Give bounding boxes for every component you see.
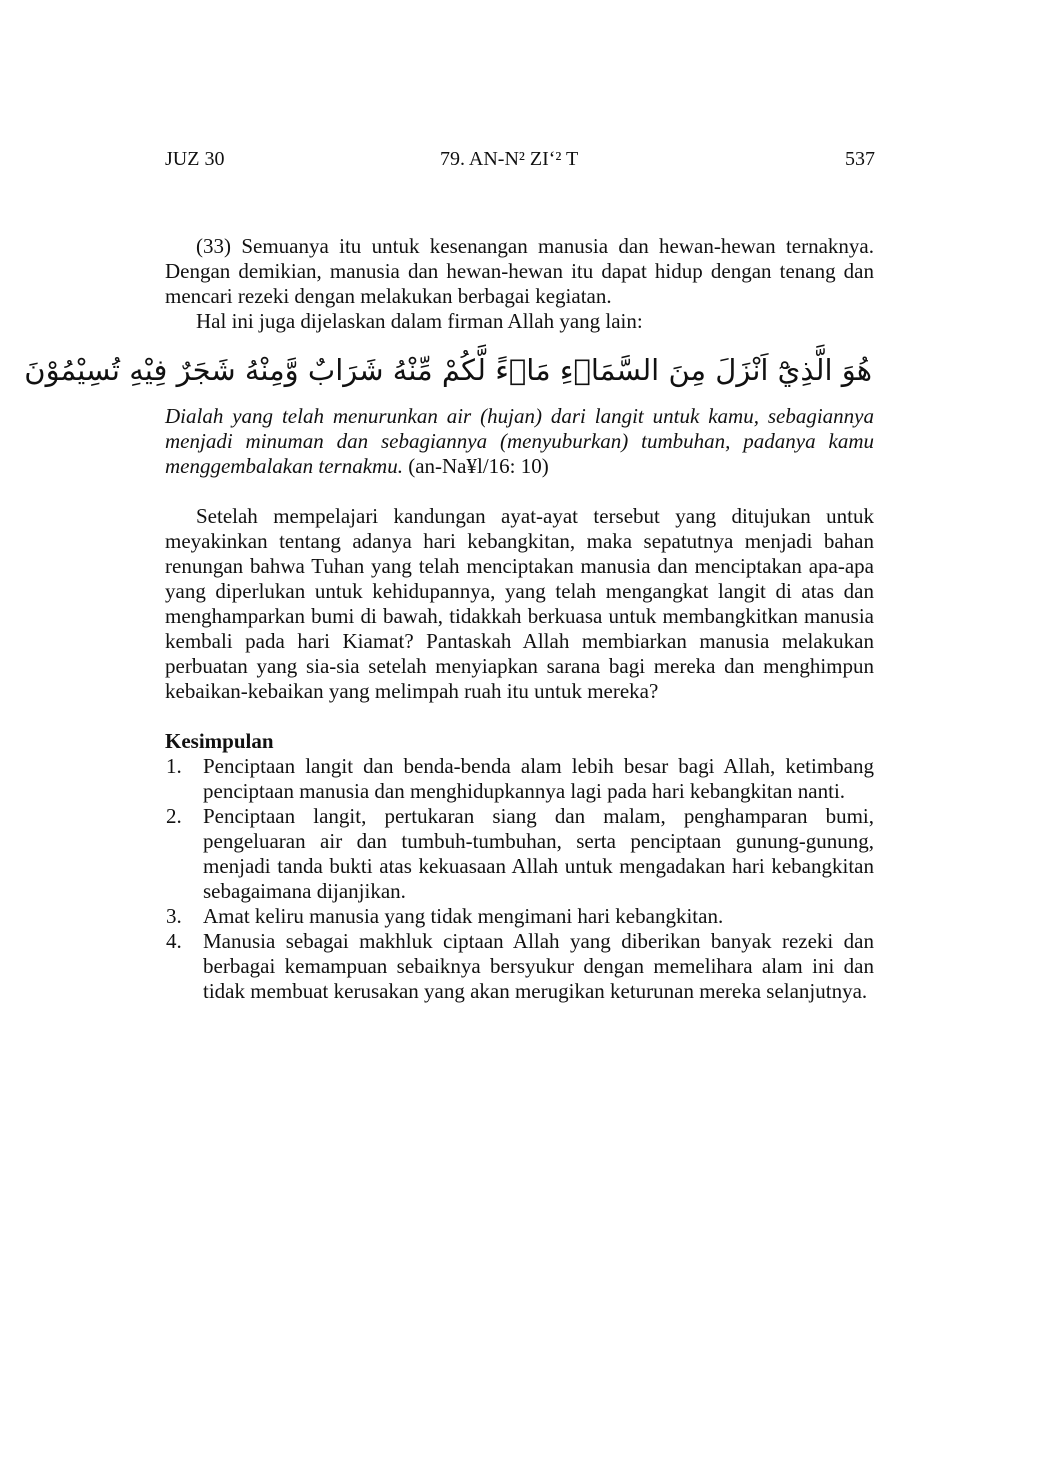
item-number: 1.: [166, 754, 182, 778]
spacer: [165, 704, 874, 729]
item-text: Manusia sebagai makhluk ciptaan Allah yang diberikan banyak rezeki dan berbagai kemampuan sebaiknya bersyukur dengan memelihara alam ini dan tidak membuat kerusakan yang akan merugikan keturunan mereka selanjutnya.: [203, 929, 874, 1003]
verse-reference: (an-Na¥l/16: 10): [402, 454, 549, 478]
verse-intro: Hal ini juga dijelaskan dalam firman Allah yang lain:: [196, 309, 643, 333]
conclusion-item: [165, 929, 874, 1004]
spacer: [165, 479, 874, 504]
page-number: 537: [845, 148, 875, 170]
paragraph-verse-33: (33) Semuanya itu untuk kesenangan manusia dan hewan-hewan ternaknya. Dengan demikian, manusia dan hewan-hewan itu dapat hidup dengan tenang dan mencari rezeki dengan melakukan berbagai kegiatan.: [165, 234, 874, 308]
conclusion-item: [165, 804, 874, 904]
item-text: Penciptaan langit, pertukaran siang dan malam, penghamparan bumi, pengeluaran air dan tumbuh-tumbuhan, serta penciptaan gunung-gunung, menjadi tanda bukti atas kekuasaan Allah untuk mengadakan hari kebangkitan sebagaimana dijanjikan.: [203, 804, 874, 903]
item-number: 4.: [166, 929, 182, 953]
reflection-paragraph: Setelah mempelajari kandungan ayat-ayat tersebut yang ditujukan untuk meyakinkan tentang adanya hari kebangkitan, maka sepatutnya menjadi bahan renungan bahwa Tuhan yang telah menciptakan manusia dan menciptakan apa-apa yang diperlukan untuk kehidupannya, yang telah mengangkat langit di atas dan menghamparkan bumi di bawah, tidakkah berkuasa untuk membangkitkan manusia kembali pada hari Kiamat? Pantaskah Allah membiarkan manusia melakukan perbuatan yang sia-sia setelah menyiapkan sarana bagi mereka dan menghimpun kebaikan-kebaikan yang melimpah ruah itu untuk mereka?: [165, 504, 874, 703]
page-body: [24, 234, 874, 1004]
conclusion-item: [165, 754, 874, 804]
verse-translation: [165, 404, 874, 479]
item-text: Amat keliru manusia yang tidak mengimani hari kebangkitan.: [203, 904, 724, 928]
translation-text: Dialah yang telah menurunkan air (hujan) dari langit untuk kamu, sebagiannya menjadi minuman dan sebagiannya (menyuburkan) tumbuhan, padanya kamu menggembalakan ternakmu.: [165, 404, 874, 478]
conclusion-heading: Kesimpulan: [165, 729, 274, 753]
item-number: 2.: [166, 804, 182, 828]
juz-label: JUZ 30: [165, 148, 225, 170]
conclusion-item: [165, 904, 874, 929]
arabic-verse: هُوَ الَّذِيْٓ اَنْزَلَ مِنَ السَّمَاۤءِ مَاۤءً لَّكُمْ مِّنْهُ شَرَابٌ وَّمِنْهُ شَجَرٌ فِيْهِ تُسِيْمُوْنَ: [24, 353, 872, 387]
item-number: 3.: [166, 904, 182, 928]
item-text: Penciptaan langit dan benda-benda alam lebih besar bagi Allah, ketimbang penciptaan manusia dan menghidupkannya lagi pada hari kebangkitan nanti.: [203, 754, 874, 803]
running-header: [165, 146, 875, 172]
surah-title: 79. AN-N² ZI‘² T: [440, 148, 579, 170]
conclusion-list: [165, 754, 874, 1004]
